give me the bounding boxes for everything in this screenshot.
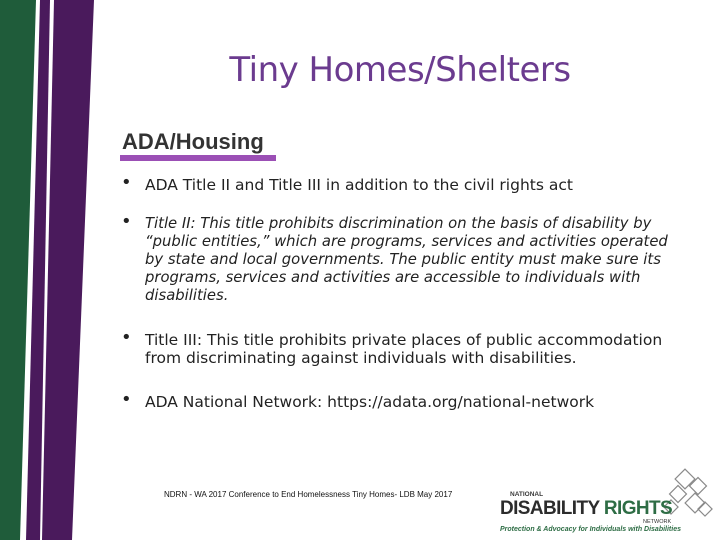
bullet-icon: •: [121, 389, 132, 410]
logo-network: NETWORK: [643, 519, 672, 525]
logo-wordmark: DISABILITY RIGHTS: [500, 498, 673, 519]
bullet-icon: •: [121, 327, 132, 348]
list-item: • Title II: This title prohibits discrimination on the basis of disability by “public entities,” which are programs, services and activities operated by state and local governments. The public entity must make sure its programs, services and activities are accessible to individuals with disabilities.: [121, 211, 668, 304]
bullet-list: [118, 170, 678, 411]
list-item: • Title III: This title prohibits private places of public accommodation from discriminating against individuals with disabilities.: [121, 327, 663, 367]
list-item: • ADA National Network: https://adata.org/national-network: [121, 389, 595, 411]
bullet-icon: •: [121, 172, 132, 193]
logo-national: NATIONAL: [510, 491, 544, 498]
logo-tagline: Protection & Advocacy for Individuals with Disabilities: [500, 526, 681, 533]
page-title: Tiny Homes/Shelters: [229, 50, 571, 90]
bullet-icon: •: [121, 211, 132, 232]
section-heading: ADA/Housing: [122, 129, 264, 154]
decorative-stripes: [0, 0, 110, 540]
footer-text: NDRN - WA 2017 Conference to End Homelessness Tiny Homes- LDB May 2017: [164, 490, 453, 499]
list-item: • ADA Title II and Title III in addition to the civil rights act: [121, 172, 573, 194]
ndrn-logo: [498, 468, 712, 536]
heading-underline: [120, 155, 276, 161]
